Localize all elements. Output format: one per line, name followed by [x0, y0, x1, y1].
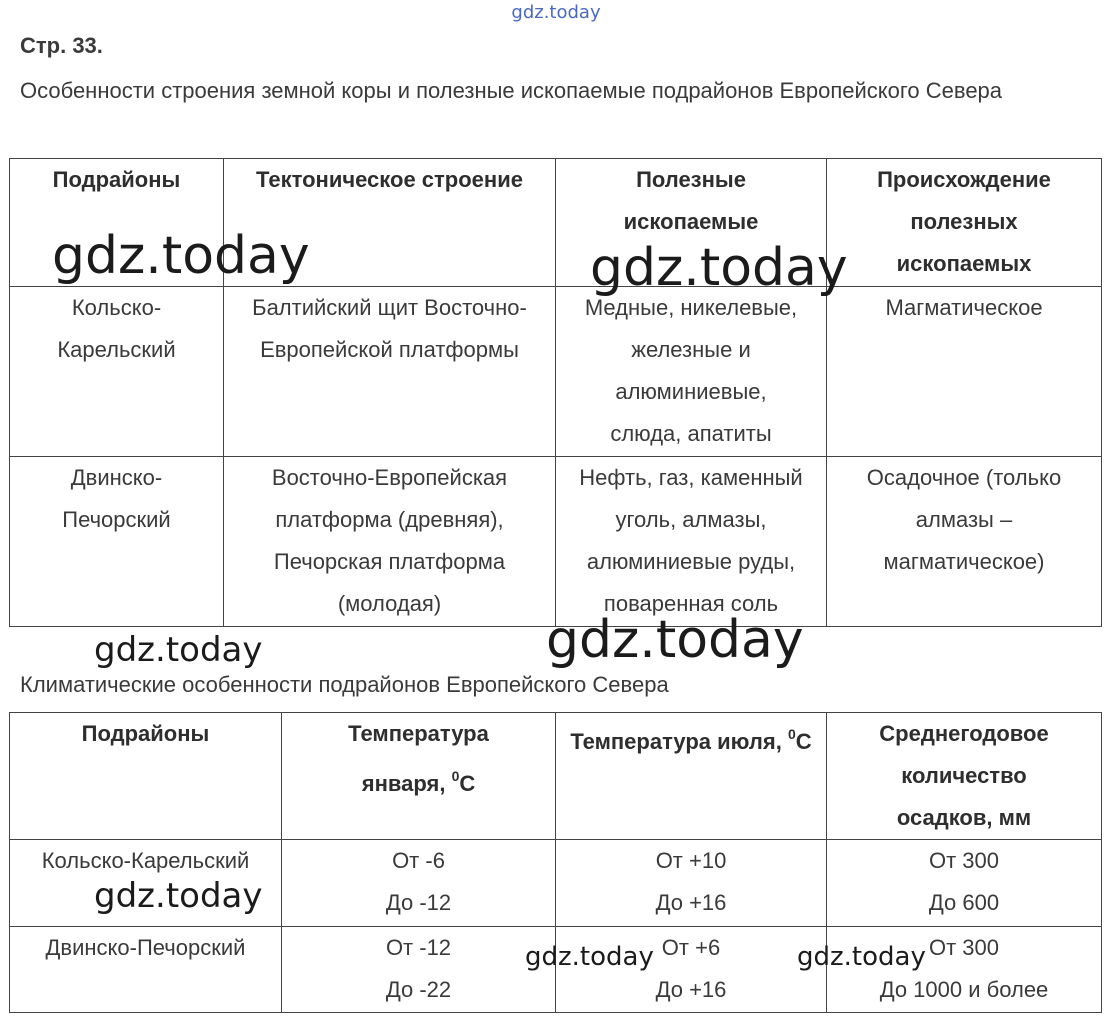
watermark: gdz.today — [52, 226, 310, 286]
header-cell: Полезные ископаемые — [556, 159, 827, 287]
watermark: gdz.today — [94, 630, 263, 670]
degree-unit: С — [795, 729, 812, 754]
header-cell — [556, 713, 827, 840]
table-row — [10, 287, 1102, 457]
header-cell — [282, 713, 556, 840]
degree-superscript: 0 — [451, 768, 460, 784]
header-cell: Происхождение полезных ископаемых — [827, 159, 1102, 287]
january-to: До -12 — [385, 890, 452, 915]
watermark: gdz.today — [525, 942, 654, 972]
degree-superscript: 0 — [787, 726, 796, 742]
january-from: От -6 — [392, 848, 445, 873]
watermark: gdz.today — [797, 942, 926, 972]
july-from: От +10 — [655, 848, 727, 873]
site-watermark-header: gdz.today — [511, 2, 601, 23]
subregion-cell: Кольско-Карельский — [10, 840, 282, 927]
watermark: gdz.today — [546, 610, 804, 670]
table1-caption: Особенности строения земной коры и полезные ископаемые подрайонов Европейского Севера — [20, 78, 1003, 103]
precipitation-to: До 1000 и более — [879, 977, 1049, 1002]
precipitation-from: От 300 — [928, 935, 999, 960]
header-cell: Подрайоны — [10, 159, 224, 287]
july-to: До +16 — [655, 977, 727, 1002]
minerals-cell: Медные, никелевые, железные и алюминиевые, слюда, апатиты — [556, 287, 827, 457]
table-header-row — [10, 713, 1102, 840]
subregion-cell: Кольско-Карельский — [10, 287, 224, 457]
origin-cell: Осадочное (только алмазы – магматическое) — [827, 457, 1102, 627]
subregion-cell: Двинско-Печорский — [10, 457, 224, 627]
january-from: От -12 — [385, 935, 452, 960]
precipitation-cell — [827, 840, 1102, 927]
january-to: До -22 — [385, 977, 452, 1002]
table2-caption: Климатические особенности подрайонов Европейского Севера — [20, 672, 669, 697]
watermark: gdz.today — [94, 876, 263, 916]
july-to: До +16 — [655, 890, 727, 915]
page-number: Стр. 33. — [20, 33, 103, 58]
header-cell: Среднегодовое количество осадков, мм — [827, 713, 1102, 840]
july-temp-header: Температура июля, — [570, 729, 782, 754]
tectonics-cell: Балтийский щит Восточно-Европейской платформы — [224, 287, 556, 457]
origin-cell: Магматическое — [827, 287, 1102, 457]
watermark: gdz.today — [590, 238, 848, 298]
precipitation-from: От 300 — [928, 848, 999, 873]
january-temp-cell — [282, 840, 556, 927]
degree-unit: С — [459, 771, 476, 796]
header-cell: Тектоническое строение — [224, 159, 556, 287]
january-temp-header: Температура января, — [348, 721, 489, 796]
precipitation-to: До 600 — [928, 890, 1000, 915]
table-row — [10, 457, 1102, 627]
subregion-cell: Двинско-Печорский — [10, 927, 282, 1013]
january-temp-cell — [282, 927, 556, 1013]
tectonics-cell: Восточно-Европейская платформа (древняя), Печорская платформа (молодая) — [224, 457, 556, 627]
july-from: От +6 — [661, 935, 721, 960]
header-cell: Подрайоны — [10, 713, 282, 840]
july-temp-cell — [556, 840, 827, 927]
minerals-cell: Нефть, газ, каменный уголь, алмазы, алюминиевые руды, поваренная соль — [556, 457, 827, 627]
